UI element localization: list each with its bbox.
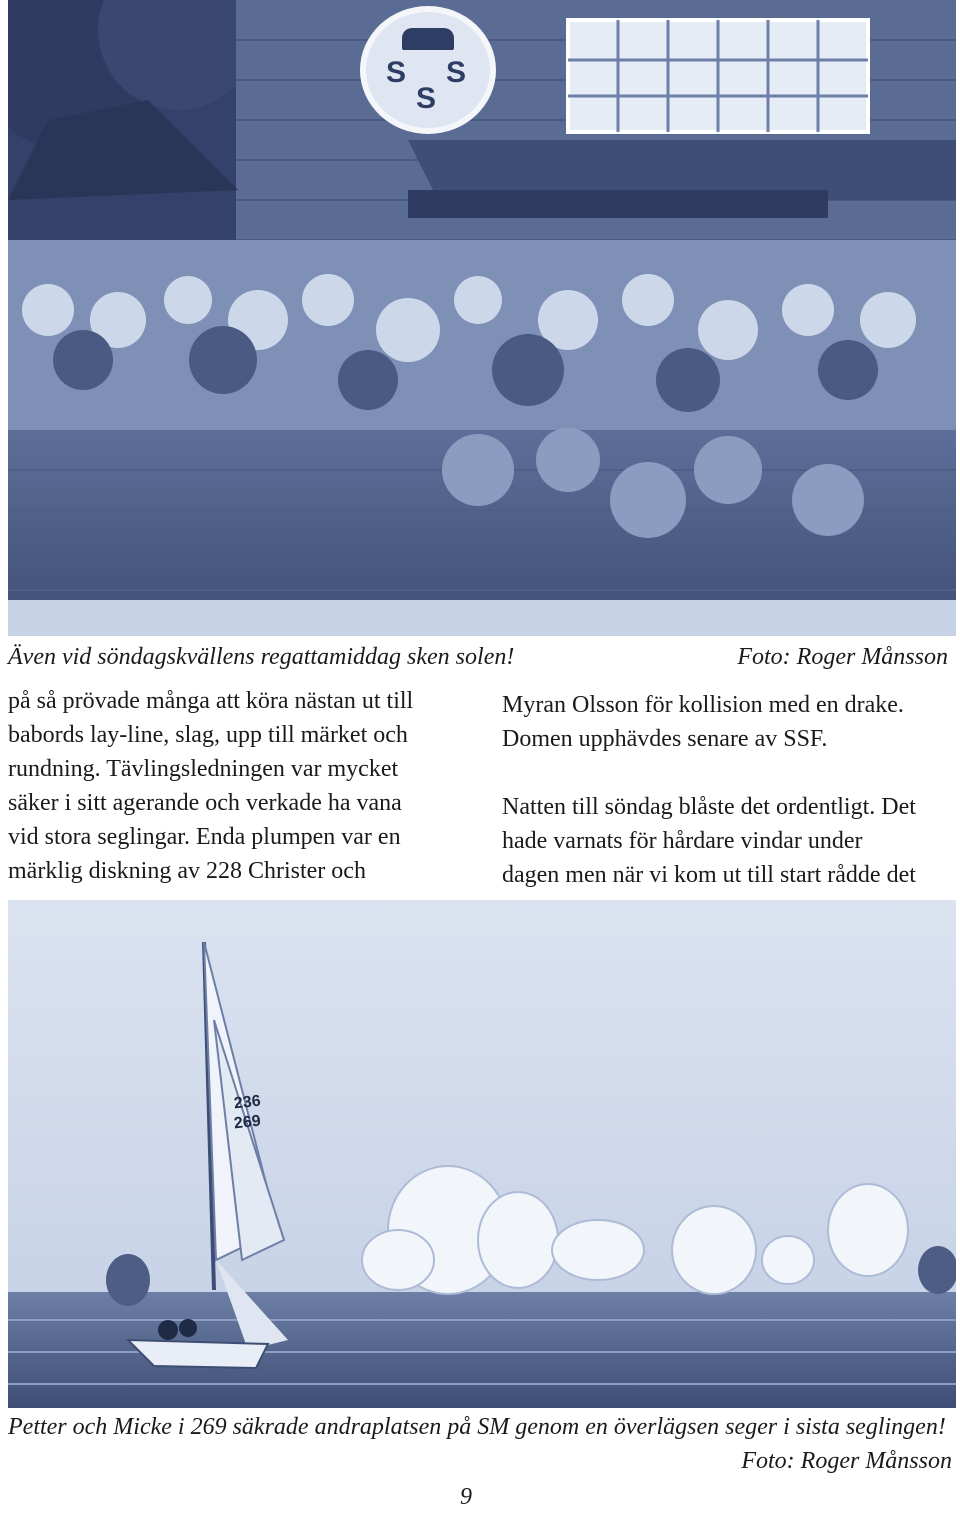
article-line: babords lay-line, slag, upp till märket och [8,722,408,748]
photo-caption: Petter och Micke i 269 säkrade andraplatsen på SM genom en överlägsen seger i sista seglingen! [8,1414,946,1440]
article-line: säker i sitt agerande och verkade ha vana [8,790,402,816]
article-line: märklig diskning av 228 Christer och [8,858,366,884]
article-left-column [8,684,464,888]
article-line: Myran Olsson för kollision med en drake. [502,692,904,718]
article-line: Domen upphävdes senare av SSF. [502,726,828,752]
club-emblem [360,6,496,134]
photo-credit: Foto: Roger Månsson [737,644,948,670]
sailing-race-photo [8,900,956,1408]
article-line: hade varnats för hårdare vindar under [502,828,863,854]
paragraph-gap [502,756,957,790]
article-line: Natten till söndag blåste det ordentligt. Det [502,794,916,820]
sail-number: 236 [233,1092,262,1113]
sail-number: 269 [233,1112,262,1133]
article-right-column [502,688,957,892]
article-line: rundning. Tävlingsledningen var mycket [8,756,399,782]
emblem-letter: S [386,56,407,89]
page-number: 9 [460,1484,472,1510]
crown-icon [402,28,454,50]
article-line: på så prövade många att köra nästan ut till [8,688,414,714]
emblem-letter: S [446,56,467,89]
regatta-dinner-photo [8,0,956,636]
article-line: dagen men när vi kom ut till start rådde det [502,862,916,888]
emblem-letter: S [416,82,437,115]
photo-caption: Även vid söndagskvällens regattamiddag sken solen! [8,644,515,670]
photo-credit: Foto: Roger Månsson [741,1448,952,1474]
article-line: vid stora seglingar. Enda plumpen var en [8,824,401,850]
